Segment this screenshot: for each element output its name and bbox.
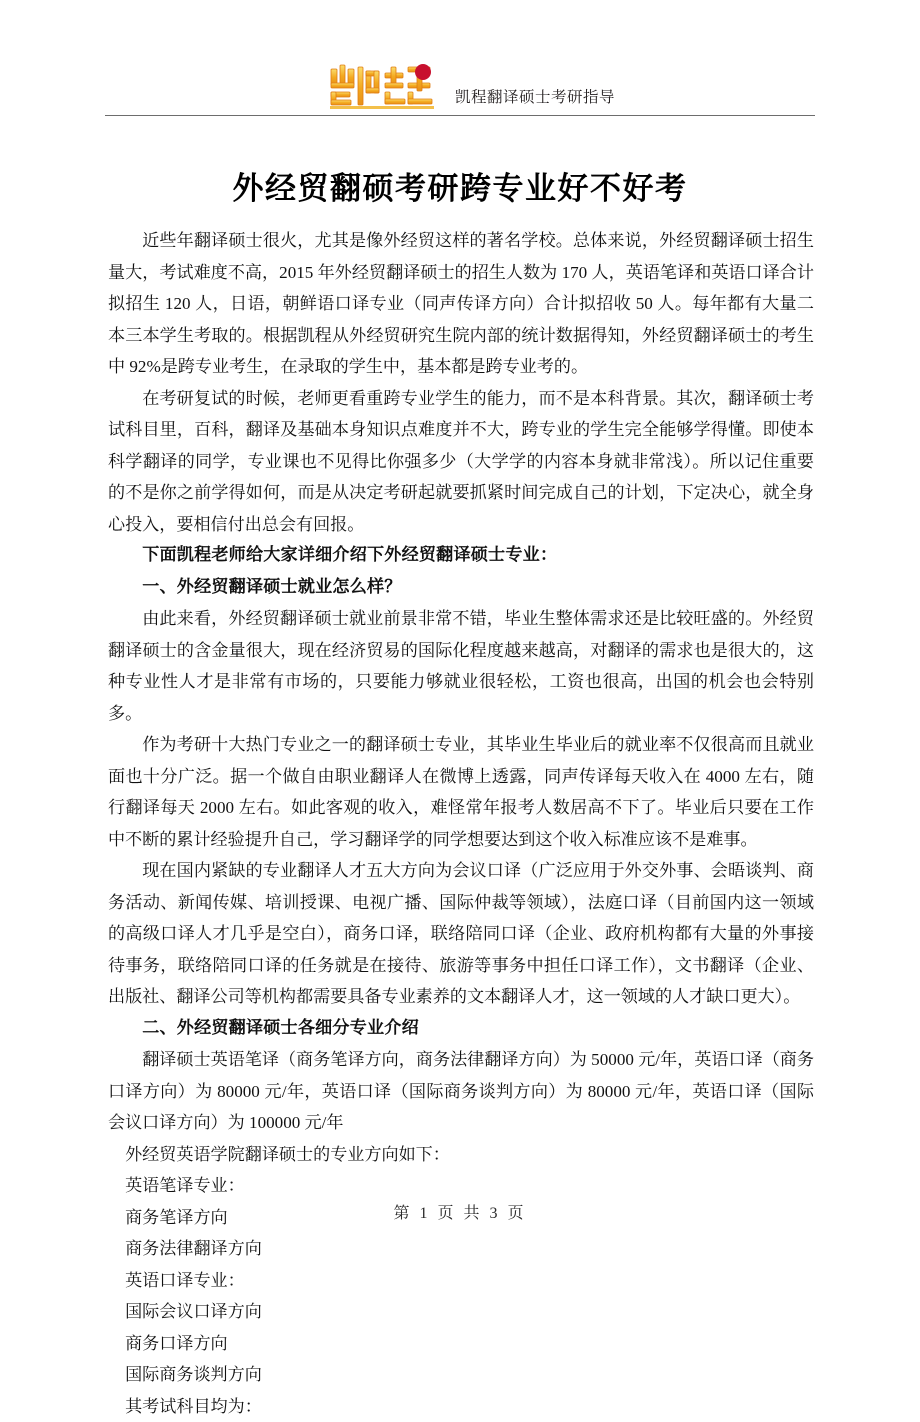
page-header bbox=[105, 58, 815, 116]
page-title: 外经贸翻硕考研跨专业好不好考 bbox=[0, 163, 920, 208]
body-paragraph: 国际商务谈判方向 bbox=[108, 1359, 814, 1391]
logo-red-dot bbox=[415, 64, 431, 80]
body-paragraph: 在考研复试的时候，老师更看重跨专业学生的能力，而不是本科背景。其次，翻译硕士考试科目里，百科，翻译及基础本身知识点难度并不大，跨专业的学生完全能够学得懂。即使本科学翻译的同学，专业课也不见得比你强多少（大学学的内容本身就非常浅）。所以记住重要的不是你之前学得如何，而是从决定考研起就要抓紧时间完成自己的计划，下定决心，就全身心投入，要相信付出总会有回报。 bbox=[108, 383, 814, 541]
section-heading: 一、外经贸翻译硕士就业怎么样？ bbox=[108, 572, 814, 604]
page-footer: 第 1 页 共 3 页 bbox=[0, 1200, 920, 1223]
body-paragraph: 其考试科目均为： bbox=[108, 1391, 814, 1422]
body-paragraph: 现在国内紧缺的专业翻译人才五大方向为会议口译（广泛应用于外交外事、会晤谈判、商务活动、新闻传媒、培训授课、电视广播、国际仲裁等领域），法庭口译（目前国内这一领域的高级口译人才几乎是空白），商务口译，联络陪同口译（企业、政府机构都有大量的外事接待事务，联络陪同口译的任务就是在接待、旅游等事务中担任口译工作），文书翻译（企业、出版社、翻译公司等机构都需要具备专业素养的文本翻译人才，这一领域的人才缺口更大）。 bbox=[108, 855, 814, 1013]
body-paragraph: 近些年翻译硕士很火，尤其是像外经贸这样的著名学校。总体来说，外经贸翻译硕士招生量大，考试难度不高，2015 年外经贸翻译硕士的招生人数为 170 人，英语笔译和英语口译合计拟招生 120 人，日语，朝鲜语口译专业（同声传译方向）合计拟招收 50 人。每年都有大量二本三本学生考取的。根据凯程从外经贸研究生院内部的统计数据得知，外经贸翻译硕士的考生中 92%是跨专业考生，在录取的学生中，基本都是跨专业考的。 bbox=[108, 225, 814, 383]
body-paragraph: 作为考研十大热门专业之一的翻译硕士专业，其毕业生毕业后的就业率不仅很高而且就业面也十分广泛。据一个做自由职业翻译人在微博上透露，同声传译每天收入在 4000 左右，随行翻译每天 2000 左右。如此客观的收入，难怪常年报考人数居高不下了。毕业后只要在工作中不断的累计经验提升自己，学习翻译学的同学想要达到这个收入标准应该不是难事。 bbox=[108, 729, 814, 855]
body-paragraph: 由此来看，外经贸翻译硕士就业前景非常不错，毕业生整体需求还是比较旺盛的。外经贸翻译硕士的含金量很大，现在经济贸易的国际化程度越来越高，对翻译的需求也是很大的，这种专业性人才是非常有市场的，只要能力够就业很轻松，工资也很高，出国的机会也会特别多。 bbox=[108, 603, 814, 729]
kaicheng-logo-icon bbox=[325, 61, 443, 113]
section-heading: 下面凯程老师给大家详细介绍下外经贸翻译硕士专业： bbox=[108, 540, 814, 572]
document-body bbox=[108, 225, 814, 1422]
body-paragraph: 商务笔译方向 bbox=[108, 1202, 814, 1234]
header-content bbox=[325, 61, 615, 113]
section-heading: 二、外经贸翻译硕士各细分专业介绍 bbox=[108, 1013, 814, 1045]
body-paragraph: 商务口译方向 bbox=[108, 1328, 814, 1360]
body-paragraph: 外经贸英语学院翻译硕士的专业方向如下： bbox=[108, 1139, 814, 1171]
body-paragraph: 商务法律翻译方向 bbox=[108, 1233, 814, 1265]
body-paragraph: 国际会议口译方向 bbox=[108, 1296, 814, 1328]
body-paragraph: 翻译硕士英语笔译（商务笔译方向，商务法律翻译方向）为 50000 元/年，英语口译（商务口译方向）为 80000 元/年，英语口译（国际商务谈判方向）为 80000 元/年，英语口译（国际会议口译方向）为 100000 元/年 bbox=[108, 1044, 814, 1139]
site-title: 凯程翻译硕士考研指导 bbox=[455, 90, 615, 114]
body-paragraph: 英语口译专业： bbox=[108, 1265, 814, 1297]
body-paragraph: 英语笔译专业： bbox=[108, 1170, 814, 1202]
